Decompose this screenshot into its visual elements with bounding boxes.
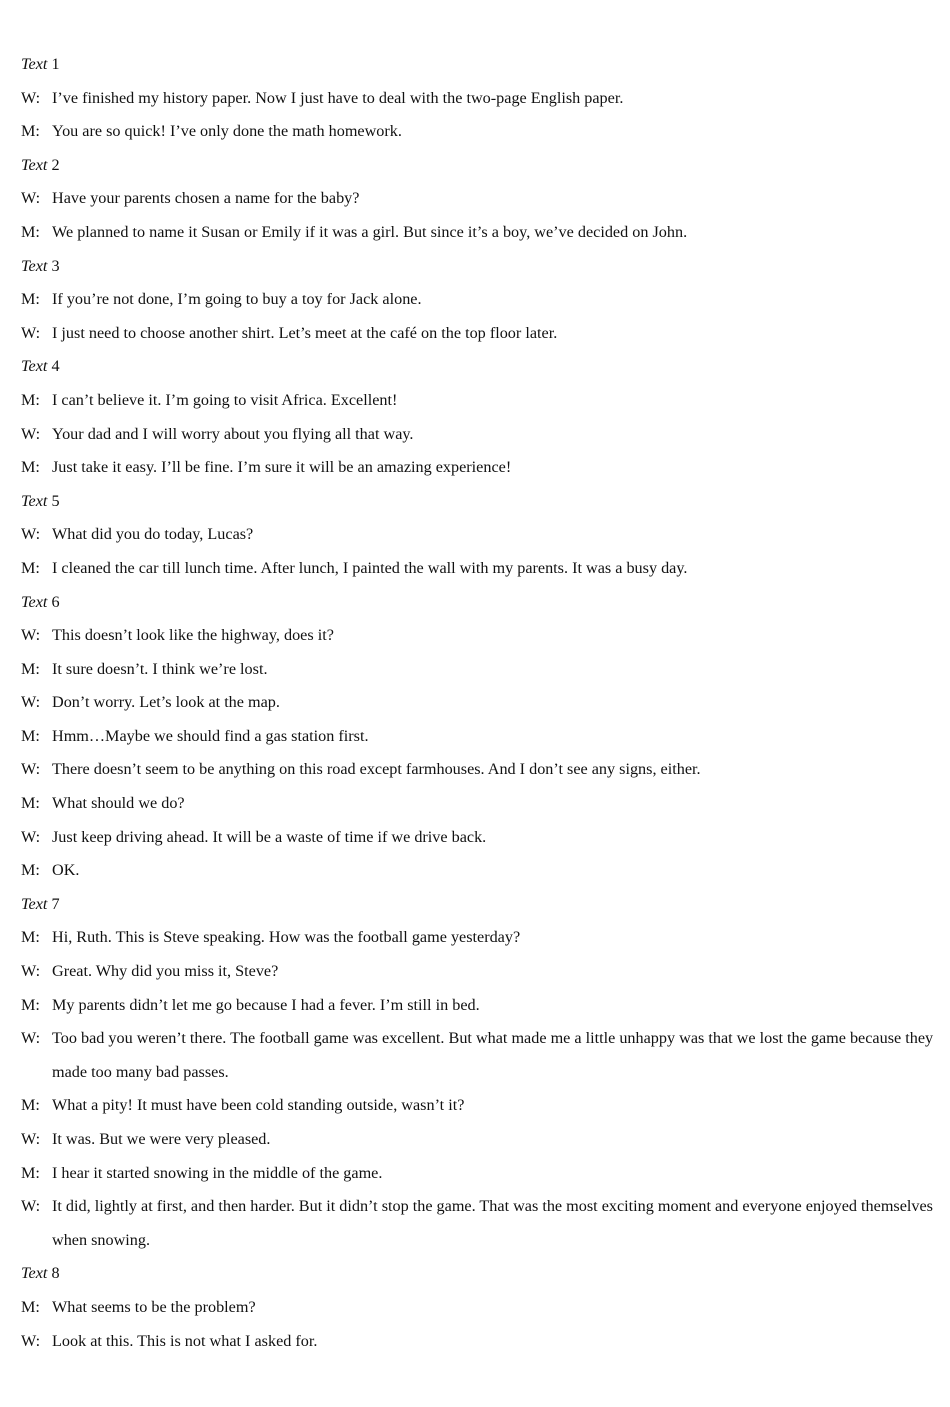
- speaker-label: W:: [21, 323, 41, 342]
- dialogue-line: [21, 82, 936, 116]
- utterance-text: Just keep driving ahead. It will be a waste of time if we drive back.: [52, 827, 487, 846]
- utterance-text: Don’t worry. Let’s look at the map.: [52, 693, 280, 712]
- section-heading: [21, 48, 936, 82]
- section-heading-number: 5: [51, 491, 60, 510]
- speaker-label: M:: [21, 928, 40, 947]
- speaker-label: W:: [21, 827, 41, 846]
- dialogue-line: [21, 115, 936, 149]
- utterance-text: OK.: [52, 861, 80, 880]
- dialogue-line: [21, 753, 936, 787]
- utterance-text: My parents didn’t let me go because I had a fever. I’m still in bed.: [52, 995, 480, 1014]
- dialogue-line: [21, 955, 936, 989]
- speaker-label: W:: [21, 626, 41, 645]
- utterance-text: Great. Why did you miss it, Steve?: [52, 962, 279, 981]
- speaker-label: M:: [21, 659, 40, 678]
- speaker-label: W:: [21, 424, 41, 443]
- section-heading-word: Text: [21, 592, 48, 611]
- speaker-label: M:: [21, 390, 40, 409]
- speaker-label: M:: [21, 290, 40, 309]
- speaker-label: W:: [21, 760, 41, 779]
- section-heading-number: 6: [51, 592, 60, 611]
- section-heading: [21, 888, 936, 922]
- speaker-label: M:: [21, 458, 40, 477]
- section-heading-word: Text: [21, 55, 48, 73]
- section-heading-word: Text: [21, 491, 48, 510]
- speaker-label: M:: [21, 861, 40, 880]
- dialogue-line: [21, 619, 936, 653]
- speaker-label: W:: [21, 1029, 41, 1048]
- section-heading: [21, 350, 936, 384]
- dialogue-line: [21, 989, 936, 1023]
- section-heading-word: Text: [21, 155, 48, 174]
- section-heading-number: 4: [51, 357, 60, 376]
- utterance-text: What a pity! It must have been cold standing outside, wasn’t it?: [52, 1096, 465, 1115]
- utterance-text: Your dad and I will worry about you flying all that way.: [52, 424, 414, 443]
- speaker-label: M:: [21, 558, 40, 577]
- utterance-text: Look at this. This is not what I asked for.: [52, 1331, 318, 1348]
- section-heading-number: 7: [51, 894, 60, 913]
- speaker-label: M:: [21, 726, 40, 745]
- speaker-label: M:: [21, 995, 40, 1014]
- dialogue-line: [21, 216, 936, 250]
- dialogue-line: [21, 182, 936, 216]
- speaker-label: W:: [21, 88, 41, 107]
- speaker-label: W:: [21, 1130, 41, 1148]
- speaker-label: W:: [21, 525, 41, 544]
- dialogue-line: [21, 1022, 936, 1089]
- utterance-text: It was. But we were very pleased.: [52, 1130, 271, 1148]
- utterance-text: I just need to choose another shirt. Let’s meet at the café on the top floor later.: [52, 323, 558, 342]
- section-heading-number: 8: [51, 1264, 60, 1283]
- transcript-page: [21, 0, 936, 1348]
- utterance-text: What should we do?: [52, 794, 185, 813]
- utterance-text: You are so quick! I’ve only done the math homework.: [52, 122, 402, 141]
- utterance-text: Hi, Ruth. This is Steve speaking. How was the football game yesterday?: [52, 928, 521, 947]
- speaker-label: M:: [21, 222, 40, 241]
- dialogue-line: [21, 720, 936, 754]
- dialogue-line: [21, 854, 936, 888]
- dialogue-line: [21, 787, 936, 821]
- section-heading-number: 3: [51, 256, 60, 275]
- utterance-text: It did, lightly at first, and then harder. But it didn’t stop the game. That was the most exciting moment and everyone enjoyed themselves when snowing.: [52, 1197, 933, 1249]
- dialogue-line: [21, 317, 936, 351]
- dialogue-line: [21, 418, 936, 452]
- transcript-content: [21, 0, 936, 1348]
- utterance-text: I hear it started snowing in the middle of the game.: [52, 1163, 383, 1182]
- section-heading-number: 1: [51, 55, 60, 73]
- utterance-text: Hmm…Maybe we should find a gas station first.: [52, 726, 369, 745]
- section-heading-word: Text: [21, 894, 48, 913]
- dialogue-line: [21, 283, 936, 317]
- section-heading-word: Text: [21, 357, 48, 376]
- utterance-text: If you’re not done, I’m going to buy a toy for Jack alone.: [52, 290, 422, 309]
- section-heading: [21, 149, 936, 183]
- speaker-label: M:: [21, 1297, 40, 1316]
- dialogue-line: [21, 451, 936, 485]
- section-heading: [21, 250, 936, 284]
- utterance-text: It sure doesn’t. I think we’re lost.: [52, 659, 268, 678]
- dialogue-line: [21, 384, 936, 418]
- speaker-label: W:: [21, 1331, 41, 1348]
- utterance-text: Too bad you weren’t there. The football game was excellent. But what made me a little unhappy was that we lost the game because they made too many bad passes.: [52, 1029, 934, 1081]
- section-heading-word: Text: [21, 1264, 48, 1283]
- speaker-label: M:: [21, 1163, 40, 1182]
- dialogue-line: [21, 686, 936, 720]
- speaker-label: M:: [21, 1096, 40, 1115]
- dialogue-line: [21, 552, 936, 586]
- utterance-text: I can’t believe it. I’m going to visit Africa. Excellent!: [52, 390, 398, 409]
- speaker-label: M:: [21, 122, 40, 141]
- speaker-label: M:: [21, 794, 40, 813]
- dialogue-line: [21, 518, 936, 552]
- speaker-label: W:: [21, 693, 41, 712]
- dialogue-line: [21, 653, 936, 687]
- speaker-label: W:: [21, 962, 41, 981]
- dialogue-line: [21, 1157, 936, 1191]
- dialogue-line: [21, 1325, 936, 1348]
- dialogue-line: [21, 1089, 936, 1123]
- utterance-text: I cleaned the car till lunch time. After lunch, I painted the wall with my parents. It was a busy day.: [52, 558, 688, 577]
- utterance-text: This doesn’t look like the highway, does it?: [52, 626, 334, 645]
- section-heading: [21, 485, 936, 519]
- utterance-text: Just take it easy. I’ll be fine. I’m sure it will be an amazing experience!: [52, 458, 512, 477]
- section-heading-number: 2: [51, 155, 60, 174]
- speaker-label: W:: [21, 1197, 41, 1216]
- utterance-text: What did you do today, Lucas?: [52, 525, 254, 544]
- dialogue-line: [21, 1123, 936, 1157]
- section-heading-word: Text: [21, 256, 48, 275]
- dialogue-line: [21, 1291, 936, 1325]
- utterance-text: There doesn’t seem to be anything on this road except farmhouses. And I don’t see any signs, either.: [52, 760, 701, 779]
- utterance-text: I’ve finished my history paper. Now I just have to deal with the two-page English paper.: [52, 88, 624, 107]
- section-heading: [21, 1257, 936, 1291]
- utterance-text: What seems to be the problem?: [52, 1297, 256, 1316]
- dialogue-line: [21, 921, 936, 955]
- utterance-text: We planned to name it Susan or Emily if it was a girl. But since it’s a boy, we’ve decided on John.: [52, 222, 688, 241]
- speaker-label: W:: [21, 189, 41, 208]
- utterance-text: Have your parents chosen a name for the baby?: [52, 189, 360, 208]
- section-heading: [21, 586, 936, 620]
- dialogue-line: [21, 1190, 936, 1257]
- dialogue-line: [21, 821, 936, 855]
